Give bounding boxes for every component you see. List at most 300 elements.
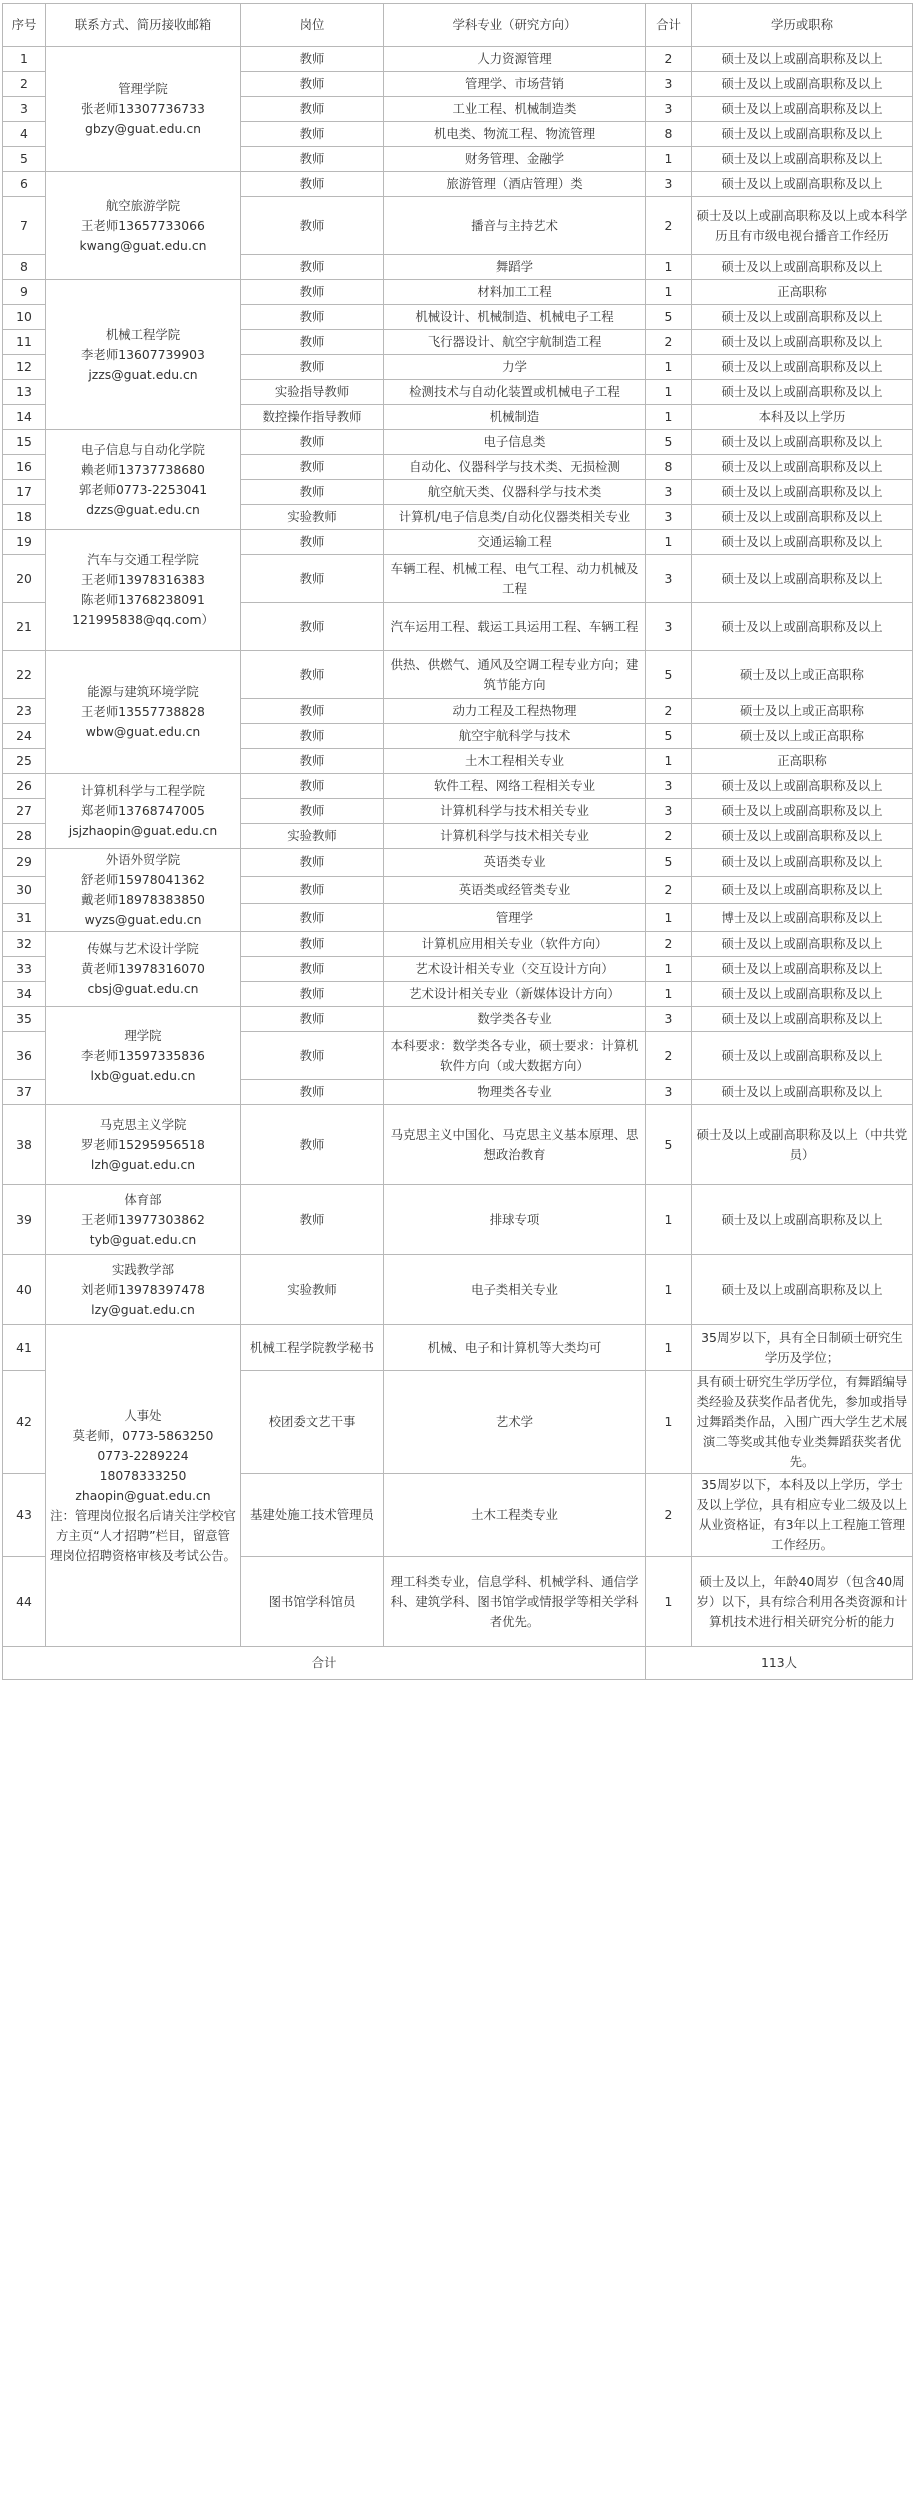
education-cell: 硕士及以上或副高职称及以上 <box>692 1080 913 1105</box>
row-number: 23 <box>3 699 46 724</box>
row-number: 44 <box>3 1557 46 1647</box>
major-cell: 电子信息类 <box>384 430 646 455</box>
major-cell: 本科要求：数学类各专业，硕士要求：计算机软件方向（或大数据方向） <box>384 1032 646 1080</box>
count-cell: 3 <box>646 603 692 651</box>
row-number: 10 <box>3 305 46 330</box>
row-number: 24 <box>3 724 46 749</box>
count-cell: 3 <box>646 1080 692 1105</box>
education-cell: 博士及以上或副高职称及以上 <box>692 904 913 932</box>
row-number: 5 <box>3 147 46 172</box>
education-cell: 硕士及以上或副高职称及以上 <box>692 1255 913 1325</box>
major-cell: 排球专项 <box>384 1185 646 1255</box>
row-number: 42 <box>3 1371 46 1474</box>
row-number: 39 <box>3 1185 46 1255</box>
row-number: 7 <box>3 197 46 255</box>
count-cell: 1 <box>646 1325 692 1371</box>
contact-line: gbzy@guat.edu.cn <box>84 121 201 136</box>
post-cell: 实验指导教师 <box>241 380 384 405</box>
row-number: 20 <box>3 555 46 603</box>
post-cell: 实验教师 <box>241 1255 384 1325</box>
major-cell: 软件工程、网络工程相关专业 <box>384 774 646 799</box>
total-label: 合计 <box>3 1647 646 1680</box>
post-cell: 教师 <box>241 724 384 749</box>
row-number: 6 <box>3 172 46 197</box>
contact-line: 注：管理岗位报名后请关注学校官方主页“人才招聘”栏目，留意管理岗位招聘资格审核及考试公告。 <box>50 1507 236 1563</box>
post-cell: 数控操作指导教师 <box>241 405 384 430</box>
education-cell: 硕士及以上或副高职称及以上 <box>692 555 913 603</box>
count-cell: 3 <box>646 172 692 197</box>
row-number: 43 <box>3 1474 46 1557</box>
contact-line: wbw@guat.edu.cn <box>85 724 201 739</box>
major-cell: 艺术设计相关专业（新媒体设计方向） <box>384 982 646 1007</box>
table-row <box>3 430 913 455</box>
major-cell: 马克思主义中国化、马克思主义基本原理、思想政治教育 <box>384 1105 646 1185</box>
major-cell: 土木工程相关专业 <box>384 749 646 774</box>
education-cell: 硕士及以上或副高职称及以上 <box>692 430 913 455</box>
contact-line: 陈老师13768238091 <box>81 592 205 607</box>
contact-line: 黄老师13978316070 <box>81 961 205 976</box>
education-cell: 硕士及以上或副高职称及以上 <box>692 480 913 505</box>
post-cell: 教师 <box>241 430 384 455</box>
major-cell: 自动化、仪器科学与技术类、无损检测 <box>384 455 646 480</box>
row-number: 33 <box>3 957 46 982</box>
post-cell: 教师 <box>241 1080 384 1105</box>
major-cell: 机械制造 <box>384 405 646 430</box>
major-cell: 物理类各专业 <box>384 1080 646 1105</box>
count-cell: 3 <box>646 1007 692 1032</box>
major-cell: 飞行器设计、航空宇航制造工程 <box>384 330 646 355</box>
post-cell: 教师 <box>241 1105 384 1185</box>
post-cell: 图书馆学科馆员 <box>241 1557 384 1647</box>
post-cell: 教师 <box>241 530 384 555</box>
table-row <box>3 1105 913 1185</box>
post-cell: 机械工程学院教学秘书 <box>241 1325 384 1371</box>
contact-line: dzzs@guat.edu.cn <box>86 501 200 517</box>
table-row <box>3 47 913 72</box>
major-cell: 交通运输工程 <box>384 530 646 555</box>
education-cell: 硕士及以上或正高职称 <box>692 724 913 749</box>
row-number: 35 <box>3 1007 46 1032</box>
count-cell: 8 <box>646 455 692 480</box>
contact-cell <box>46 172 241 280</box>
education-cell: 硕士及以上或副高职称及以上 <box>692 1032 913 1080</box>
post-cell: 教师 <box>241 147 384 172</box>
contact-cell <box>46 280 241 430</box>
row-number: 25 <box>3 749 46 774</box>
count-cell: 5 <box>646 1105 692 1185</box>
post-cell: 教师 <box>241 255 384 280</box>
row-number: 22 <box>3 651 46 699</box>
header-major: 学科专业（研究方向） <box>384 4 646 47</box>
count-cell: 2 <box>646 197 692 255</box>
post-cell: 教师 <box>241 1007 384 1032</box>
contact-line: 18078333250 <box>99 1467 187 1483</box>
major-cell: 车辆工程、机械工程、电气工程、动力机械及工程 <box>384 555 646 603</box>
count-cell: 2 <box>646 1474 692 1557</box>
contact-line: 李老师13607739903 <box>81 346 205 362</box>
row-number: 34 <box>3 982 46 1007</box>
header-post: 岗位 <box>241 4 384 47</box>
education-cell: 硕士及以上或副高职称及以上 <box>692 799 913 824</box>
count-cell: 1 <box>646 147 692 172</box>
contact-line: 机械工程学院 <box>105 326 181 342</box>
table-row <box>3 530 913 555</box>
contact-line: 管理学院 <box>118 81 168 96</box>
post-cell: 实验教师 <box>241 505 384 530</box>
row-number: 8 <box>3 255 46 280</box>
post-cell: 教师 <box>241 480 384 505</box>
contact-line: jsjzhaopin@guat.edu.cn <box>68 823 218 838</box>
row-number: 21 <box>3 603 46 651</box>
education-cell: 硕士及以上或副高职称及以上 <box>692 957 913 982</box>
education-cell: 硕士及以上或副高职称及以上 <box>692 932 913 957</box>
education-cell: 硕士及以上或副高职称及以上 <box>692 72 913 97</box>
contact-line: 航空旅游学院 <box>105 197 181 213</box>
row-number: 29 <box>3 849 46 877</box>
major-cell: 计算机/电子信息类/自动化仪器类相关专业 <box>384 505 646 530</box>
major-cell: 航空宇航科学与技术 <box>384 724 646 749</box>
contact-line: 外语外贸学院 <box>105 852 181 867</box>
post-cell: 教师 <box>241 876 384 904</box>
row-number: 3 <box>3 97 46 122</box>
row-number: 9 <box>3 280 46 305</box>
major-cell: 英语类专业 <box>384 849 646 877</box>
contact-cell <box>46 932 241 1007</box>
contact-line: jzzs@guat.edu.cn <box>88 366 198 382</box>
post-cell: 教师 <box>241 749 384 774</box>
recruitment-table <box>2 3 913 1680</box>
post-cell: 教师 <box>241 122 384 147</box>
education-cell: 硕士及以上，年龄40周岁（包含40周岁）以下，具有综合利用各类资源和计算机技术进行相关研究分析的能力 <box>692 1557 913 1647</box>
count-cell: 5 <box>646 430 692 455</box>
education-cell: 具有硕士研究生学历学位，有舞蹈编导类经验及获奖作品者优先，参加或指导过舞蹈类作品，入围广西大学生艺术展演二等奖或其他专业类舞蹈获奖者优先。 <box>692 1371 913 1474</box>
education-cell: 硕士及以上或副高职称及以上 <box>692 849 913 877</box>
contact-line: 实践教学部 <box>112 1261 174 1277</box>
row-number: 11 <box>3 330 46 355</box>
major-cell: 计算机科学与技术相关专业 <box>384 799 646 824</box>
contact-cell <box>46 530 241 651</box>
education-cell: 硕士及以上或副高职称及以上 <box>692 122 913 147</box>
major-cell: 计算机应用相关专业（软件方向） <box>384 932 646 957</box>
row-number: 13 <box>3 380 46 405</box>
education-cell: 硕士及以上或副高职称及以上 <box>692 455 913 480</box>
table-header <box>3 4 913 47</box>
count-cell: 1 <box>646 1371 692 1474</box>
major-cell: 艺术学 <box>384 1371 646 1474</box>
contact-line: 刘老师13978397478 <box>81 1281 205 1297</box>
post-cell: 教师 <box>241 97 384 122</box>
count-cell: 2 <box>646 699 692 724</box>
education-cell: 硕士及以上或副高职称及以上 <box>692 603 913 651</box>
post-cell: 教师 <box>241 774 384 799</box>
contact-line: 戴老师18978383850 <box>81 892 205 907</box>
count-cell: 1 <box>646 255 692 280</box>
education-cell: 硕士及以上或副高职称及以上 <box>692 172 913 197</box>
post-cell: 教师 <box>241 1185 384 1255</box>
count-cell: 2 <box>646 330 692 355</box>
education-cell: 硕士及以上或副高职称及以上 <box>692 47 913 72</box>
count-cell: 3 <box>646 799 692 824</box>
major-cell: 材料加工工程 <box>384 280 646 305</box>
row-number: 41 <box>3 1325 46 1371</box>
contact-line: 电子信息与自动化学院 <box>81 441 205 457</box>
contact-line: 莫老师，0773-5863250 <box>72 1427 214 1443</box>
post-cell: 实验教师 <box>241 824 384 849</box>
major-cell: 力学 <box>384 355 646 380</box>
contact-line: 传媒与艺术设计学院 <box>87 941 199 956</box>
count-cell: 2 <box>646 876 692 904</box>
post-cell: 教师 <box>241 72 384 97</box>
contact-line: cbsj@guat.edu.cn <box>87 981 199 996</box>
contact-cell <box>46 774 241 849</box>
post-cell: 教师 <box>241 957 384 982</box>
row-number: 30 <box>3 876 46 904</box>
education-cell: 硕士及以上或正高职称 <box>692 651 913 699</box>
education-cell: 硕士及以上或副高职称及以上 <box>692 982 913 1007</box>
row-number: 1 <box>3 47 46 72</box>
contact-cell <box>46 1185 241 1255</box>
row-number: 12 <box>3 355 46 380</box>
education-cell: 正高职称 <box>692 280 913 305</box>
contact-line: 王老师13978316383 <box>81 572 205 587</box>
education-cell: 35周岁以下，本科及以上学历，学士及以上学位，具有相应专业二级及以上从业资格证，有3年以上工程施工管理工作经历。 <box>692 1474 913 1557</box>
post-cell: 教师 <box>241 982 384 1007</box>
contact-line: kwang@guat.edu.cn <box>79 237 207 253</box>
post-cell: 教师 <box>241 280 384 305</box>
contact-line: 郑老师13768747005 <box>81 803 205 818</box>
contact-line: 0773-2289224 <box>97 1447 189 1463</box>
count-cell: 5 <box>646 305 692 330</box>
post-cell: 教师 <box>241 330 384 355</box>
contact-line: 体育部 <box>124 1191 162 1207</box>
count-cell: 3 <box>646 72 692 97</box>
row-number: 38 <box>3 1105 46 1185</box>
contact-line: 计算机科学与工程学院 <box>81 783 205 798</box>
row-number: 27 <box>3 799 46 824</box>
major-cell: 理工科类专业，信息学科、机械学科、通信学科、建筑学科、图书馆学或情报学等相关学科者优先。 <box>384 1557 646 1647</box>
post-cell: 教师 <box>241 651 384 699</box>
count-cell: 1 <box>646 749 692 774</box>
row-number: 2 <box>3 72 46 97</box>
major-cell: 计算机科学与技术相关专业 <box>384 824 646 849</box>
row-number: 37 <box>3 1080 46 1105</box>
count-cell: 5 <box>646 724 692 749</box>
education-cell: 硕士及以上或副高职称及以上 <box>692 97 913 122</box>
count-cell: 5 <box>646 651 692 699</box>
major-cell: 英语类或经管类专业 <box>384 876 646 904</box>
major-cell: 供热、供燃气、通风及空调工程专业方向；建筑节能方向 <box>384 651 646 699</box>
contact-line: tyb@guat.edu.cn <box>89 1231 197 1247</box>
total-row <box>3 1647 913 1680</box>
post-cell: 教师 <box>241 799 384 824</box>
major-cell: 土木工程类专业 <box>384 1474 646 1557</box>
count-cell: 1 <box>646 405 692 430</box>
count-cell: 1 <box>646 280 692 305</box>
count-cell: 1 <box>646 380 692 405</box>
contact-line: 121995838@qq.com） <box>72 612 214 627</box>
contact-cell <box>46 430 241 530</box>
table-row <box>3 280 913 305</box>
post-cell: 教师 <box>241 555 384 603</box>
education-cell: 硕士及以上或副高职称及以上 <box>692 380 913 405</box>
count-cell: 2 <box>646 824 692 849</box>
count-cell: 3 <box>646 505 692 530</box>
major-cell: 机械设计、机械制造、机械电子工程 <box>384 305 646 330</box>
contact-cell <box>46 651 241 774</box>
contact-cell <box>46 1325 241 1647</box>
contact-line: 舒老师15978041362 <box>81 872 205 887</box>
education-cell: 硕士及以上或副高职称及以上（中共党员） <box>692 1105 913 1185</box>
post-cell: 教师 <box>241 904 384 932</box>
count-cell: 5 <box>646 849 692 877</box>
post-cell: 教师 <box>241 849 384 877</box>
header-row <box>3 4 913 47</box>
contact-line: 罗老师15295956518 <box>81 1136 205 1152</box>
table-row <box>3 1007 913 1032</box>
major-cell: 电子类相关专业 <box>384 1255 646 1325</box>
education-cell: 硕士及以上或副高职称及以上 <box>692 355 913 380</box>
contact-line: 赖老师13737738680 <box>81 461 205 477</box>
education-cell: 35周岁以下，具有全日制硕士研究生学历及学位； <box>692 1325 913 1371</box>
count-cell: 2 <box>646 47 692 72</box>
count-cell: 1 <box>646 1185 692 1255</box>
major-cell: 人力资源管理 <box>384 47 646 72</box>
table-row <box>3 774 913 799</box>
major-cell: 航空航天类、仪器科学与技术类 <box>384 480 646 505</box>
major-cell: 管理学 <box>384 904 646 932</box>
contact-line: 王老师13977303862 <box>81 1211 205 1227</box>
contact-line: 郭老师0773-2253041 <box>78 481 208 497</box>
education-cell: 硕士及以上或副高职称及以上 <box>692 255 913 280</box>
education-cell: 硕士及以上或副高职称及以上 <box>692 824 913 849</box>
count-cell: 1 <box>646 957 692 982</box>
major-cell: 检测技术与自动化装置或机械电子工程 <box>384 380 646 405</box>
row-number: 16 <box>3 455 46 480</box>
row-number: 32 <box>3 932 46 957</box>
contact-line: 王老师13557738828 <box>81 704 205 719</box>
post-cell: 校团委文艺干事 <box>241 1371 384 1474</box>
post-cell: 教师 <box>241 455 384 480</box>
education-cell: 硕士及以上或副高职称及以上 <box>692 1185 913 1255</box>
major-cell: 财务管理、金融学 <box>384 147 646 172</box>
contact-line: 汽车与交通工程学院 <box>87 552 199 567</box>
contact-cell <box>46 849 241 932</box>
contact-cell <box>46 47 241 172</box>
row-number: 15 <box>3 430 46 455</box>
count-cell: 3 <box>646 97 692 122</box>
post-cell: 教师 <box>241 197 384 255</box>
major-cell: 机械、电子和计算机等大类均可 <box>384 1325 646 1371</box>
education-cell: 硕士及以上或副高职称及以上 <box>692 330 913 355</box>
count-cell: 1 <box>646 1557 692 1647</box>
header-education: 学历或职称 <box>692 4 913 47</box>
count-cell: 1 <box>646 982 692 1007</box>
count-cell: 3 <box>646 555 692 603</box>
major-cell: 工业工程、机械制造类 <box>384 97 646 122</box>
major-cell: 数学类各专业 <box>384 1007 646 1032</box>
table-row <box>3 1325 913 1371</box>
contact-line: wyzs@guat.edu.cn <box>84 912 202 927</box>
contact-line: lzy@guat.edu.cn <box>91 1301 195 1317</box>
row-number: 28 <box>3 824 46 849</box>
post-cell: 教师 <box>241 699 384 724</box>
contact-cell <box>46 1007 241 1105</box>
education-cell: 正高职称 <box>692 749 913 774</box>
row-number: 40 <box>3 1255 46 1325</box>
row-number: 4 <box>3 122 46 147</box>
count-cell: 1 <box>646 1255 692 1325</box>
table-footer <box>3 1647 913 1680</box>
row-number: 26 <box>3 774 46 799</box>
table-body <box>3 47 913 1647</box>
education-cell: 硕士及以上或副高职称及以上 <box>692 530 913 555</box>
table-row <box>3 1185 913 1255</box>
major-cell: 动力工程及工程热物理 <box>384 699 646 724</box>
contact-line: 人事处 <box>124 1407 162 1423</box>
row-number: 18 <box>3 505 46 530</box>
count-cell: 1 <box>646 904 692 932</box>
row-number: 36 <box>3 1032 46 1080</box>
education-cell: 硕士及以上或副高职称及以上 <box>692 774 913 799</box>
row-number: 19 <box>3 530 46 555</box>
major-cell: 汽车运用工程、载运工具运用工程、车辆工程 <box>384 603 646 651</box>
header-contact: 联系方式、简历接收邮箱 <box>46 4 241 47</box>
table-row <box>3 932 913 957</box>
post-cell: 教师 <box>241 932 384 957</box>
education-cell: 硕士及以上或副高职称及以上 <box>692 305 913 330</box>
education-cell: 硕士及以上或副高职称及以上 <box>692 1007 913 1032</box>
count-cell: 1 <box>646 355 692 380</box>
row-number: 14 <box>3 405 46 430</box>
count-cell: 3 <box>646 480 692 505</box>
education-cell: 硕士及以上或副高职称及以上或本科学历且有市级电视台播音工作经历 <box>692 197 913 255</box>
post-cell: 基建处施工技术管理员 <box>241 1474 384 1557</box>
count-cell: 8 <box>646 122 692 147</box>
contact-line: 马克思主义学院 <box>99 1116 187 1132</box>
count-cell: 3 <box>646 774 692 799</box>
count-cell: 2 <box>646 932 692 957</box>
contact-line: zhaopin@guat.edu.cn <box>75 1487 211 1503</box>
major-cell: 舞蹈学 <box>384 255 646 280</box>
contact-line: 李老师13597335836 <box>81 1047 205 1063</box>
header-count: 合计 <box>646 4 692 47</box>
major-cell: 艺术设计相关专业（交互设计方向） <box>384 957 646 982</box>
education-cell: 硕士及以上或正高职称 <box>692 699 913 724</box>
total-value: 113人 <box>646 1647 913 1680</box>
contact-line: 王老师13657733066 <box>81 217 205 233</box>
table-row <box>3 651 913 699</box>
major-cell: 管理学、市场营销 <box>384 72 646 97</box>
header-no: 序号 <box>3 4 46 47</box>
major-cell: 机电类、物流工程、物流管理 <box>384 122 646 147</box>
education-cell: 硕士及以上或副高职称及以上 <box>692 876 913 904</box>
post-cell: 教师 <box>241 172 384 197</box>
education-cell: 硕士及以上或副高职称及以上 <box>692 147 913 172</box>
post-cell: 教师 <box>241 305 384 330</box>
post-cell: 教师 <box>241 47 384 72</box>
contact-cell <box>46 1105 241 1185</box>
post-cell: 教师 <box>241 355 384 380</box>
count-cell: 2 <box>646 1032 692 1080</box>
post-cell: 教师 <box>241 1032 384 1080</box>
count-cell: 1 <box>646 530 692 555</box>
row-number: 17 <box>3 480 46 505</box>
major-cell: 播音与主持艺术 <box>384 197 646 255</box>
contact-line: lxb@guat.edu.cn <box>90 1067 196 1083</box>
row-number: 31 <box>3 904 46 932</box>
contact-line: 理学院 <box>124 1027 162 1043</box>
education-cell: 本科及以上学历 <box>692 405 913 430</box>
